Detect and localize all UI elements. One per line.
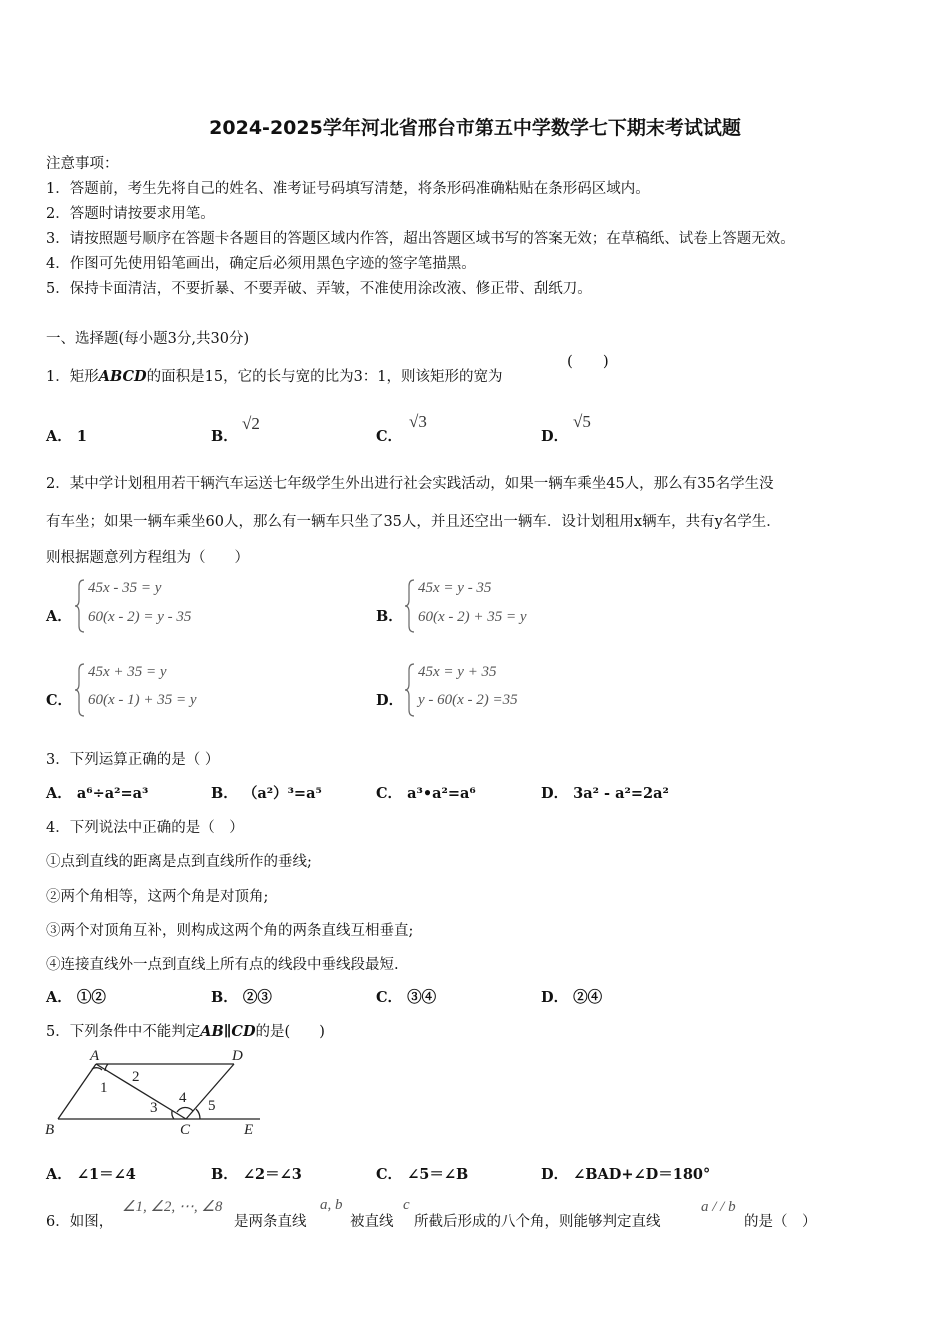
brace-icon	[404, 662, 416, 718]
option-a: A． a⁶÷a²=a³	[46, 785, 149, 802]
option-b: B． （a²）³=a⁵	[211, 785, 322, 802]
section-heading: 一、选择题(每小题3分,共30分)	[46, 331, 250, 347]
question-2-line: 有车坐；如果一辆车乘坐60人，那么有一辆车只坐了35人，并且还空出一辆车．设计划租用x辆车，共有y名学生．	[46, 514, 781, 530]
question-4: 4．下列说法中正确的是（ ）	[46, 820, 244, 836]
option-c-value: √3	[409, 412, 427, 431]
question-6-text: 是两条直线	[234, 1214, 307, 1230]
geometry-figure	[40, 1044, 270, 1140]
question-number: 1．	[46, 369, 70, 385]
question-text: 矩形	[69, 369, 99, 385]
question-text: 的面积是15，它的长与宽的比为3：1，则该矩形的宽为	[146, 369, 503, 385]
equation: y - 60(x - 2) =35	[418, 692, 518, 708]
lines-ab: a, b	[320, 1197, 343, 1213]
notice-item: 5．保持卡面清洁，不要折暴、不要弄破、弄皱，不准使用涂改液、修正带、刮纸刀。	[46, 281, 592, 297]
option-d-label: D．	[376, 692, 404, 709]
line-c: c	[403, 1197, 410, 1213]
option-b: B． ∠2＝∠3	[211, 1166, 302, 1183]
page-title: 2024-2025学年河北省邢台市第五中学数学七下期末考试试题	[209, 117, 741, 139]
point-label: B	[45, 1122, 55, 1138]
option-a: A． ①②	[46, 989, 106, 1006]
notice-item: 3．请按照题号顺序在答题卡各题目的答题区域内作答，超出答题区域书写的答案无效；在草稿纸、试卷上答题无效。	[46, 231, 795, 247]
statement: ④连接直线外一点到直线上所有点的线段中垂线段最短.	[46, 957, 399, 973]
answer-paren: ( )	[567, 352, 609, 370]
brace-icon	[404, 578, 416, 634]
option-a: A． 1	[46, 428, 87, 445]
option-d-value: √5	[573, 412, 591, 431]
equation: 45x = y + 35	[418, 664, 497, 680]
brace-icon	[74, 662, 86, 718]
point-label: D	[232, 1048, 243, 1064]
notice-item: 2．答题时请按要求用笔。	[46, 206, 215, 222]
angle-label: 4	[179, 1090, 187, 1106]
question-5: 5．下列条件中不能判定AB∥CD的是( )	[46, 1023, 325, 1040]
notice-heading: 注意事项：	[46, 156, 119, 172]
question-6-text: 所截后形成的八个角，则能够判定直线	[414, 1214, 661, 1230]
question-6-text: 被直线	[350, 1214, 394, 1230]
option-b: B． ②③	[211, 989, 272, 1006]
rect-name: ABCD	[98, 368, 147, 385]
equation: 60(x - 2) + 35 = y	[418, 609, 527, 625]
equation: 60(x - 2) = y - 35	[88, 609, 192, 625]
point-label: A	[90, 1048, 100, 1064]
option-d-label: D．	[541, 428, 569, 445]
option-b-value: √2	[242, 414, 260, 433]
option-b-label: B．	[211, 428, 238, 445]
question-2-line: 2．某中学计划租用若干辆汽车运送七年级学生外出进行社会实践活动，如果一辆车乘坐45人，那么有35名学生没	[46, 476, 774, 492]
option-a-label: A．	[46, 608, 72, 625]
statement: ①点到直线的距离是点到直线所作的垂线;	[46, 854, 312, 870]
option-c: C． ∠5＝∠B	[376, 1166, 469, 1183]
notice-item: 1．答题前，考生先将自己的姓名、准考证号码填写清楚，将条形码准确粘贴在条形码区域内。	[46, 181, 650, 197]
question-3: 3．下列运算正确的是（ ）	[46, 752, 220, 768]
parallel-expr: a / / b	[701, 1199, 736, 1215]
option-b-label: B．	[376, 608, 403, 625]
angle-label: 1	[100, 1080, 108, 1096]
statement: ③两个对顶角互补，则构成这两个角的两条直线互相垂直;	[46, 923, 414, 939]
point-label: E	[244, 1122, 254, 1138]
notice-item: 4．作图可先使用铅笔画出，确定后必须用黑色字迹的签字笔描黑。	[46, 256, 476, 272]
option-a: A． ∠1＝∠4	[46, 1166, 136, 1183]
equation: 45x - 35 = y	[88, 580, 162, 596]
equation: 45x + 35 = y	[88, 664, 167, 680]
question-2-line: 则根据题意列方程组为（ ）	[46, 550, 249, 566]
angle-label: 3	[150, 1100, 158, 1116]
statement: ②两个角相等，这两个角是对顶角;	[46, 889, 269, 905]
option-c: C． ③④	[376, 989, 437, 1006]
option-c-label: C．	[46, 692, 73, 709]
option-d: D． 3a² - a²=2a²	[541, 785, 669, 802]
angle-label: 5	[208, 1098, 216, 1114]
question-1	[46, 365, 503, 386]
angles-set: ∠1, ∠2, ⋯, ∠8	[122, 1199, 223, 1215]
question-6-text: 6．如图，	[46, 1214, 114, 1230]
brace-icon	[74, 578, 86, 634]
option-c: C． a³•a²=a⁶	[376, 785, 476, 802]
option-d: D． ∠BAD+∠D＝180°	[541, 1166, 711, 1183]
option-c-label: C．	[376, 428, 403, 445]
angle-label: 2	[132, 1069, 140, 1085]
point-label: C	[180, 1122, 191, 1138]
equation: 45x = y - 35	[418, 580, 492, 596]
question-6-text: 的是（ ）	[744, 1214, 817, 1230]
option-d: D． ②④	[541, 989, 603, 1006]
equation: 60(x - 1) + 35 = y	[88, 692, 197, 708]
